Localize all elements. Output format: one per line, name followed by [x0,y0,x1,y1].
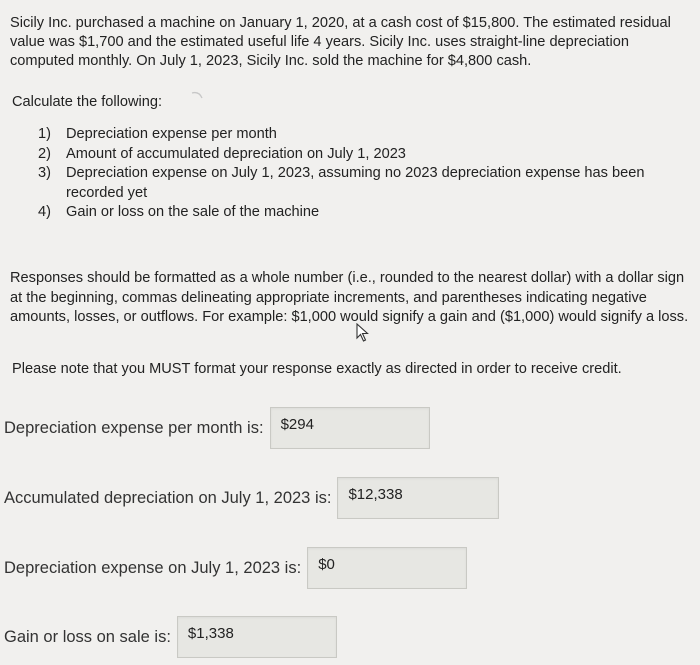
answer-row-monthly-depreciation [4,407,430,449]
item-text: Amount of accumulated depreciation on July 1, 2023 [66,145,406,162]
depreciation-july-input[interactable] [307,547,467,589]
list-item [38,203,678,223]
monthly-depreciation-label: Depreciation expense per month is: [4,418,264,437]
answer-row-gain-loss [4,616,337,658]
problem-statement [10,14,694,71]
item-number: 2) [38,145,51,162]
credit-note: Please note that you MUST format your response exactly as directed in order to receive credit. [12,361,622,377]
depreciation-july-value: $0 [318,556,335,573]
accumulated-depreciation-label: Accumulated depreciation on July 1, 2023 is: [4,488,332,507]
item-number: 3) [38,165,51,181]
problem-paragraph: Sicily Inc. purchased a machine on January 1, 2020, at a cash cost of $15,800. The estimated residual value was $1,700 and the estimated useful life 4 years. Sicily Inc. uses straight-line depreciation computed monthly. On July 1, 2023, Sicily Inc. sold the machine for $4,800 cash. [10,15,671,69]
monthly-depreciation-value: $294 [280,416,314,433]
answer-row-accumulated-depreciation [4,477,499,519]
mouse-pointer-icon [355,323,371,343]
monthly-depreciation-input[interactable] [270,407,430,449]
gain-loss-value: $1,338 [187,625,234,642]
task-list [38,125,678,223]
gain-loss-label: Gain or loss on sale is: [4,627,171,646]
list-item [38,125,678,145]
list-item [38,164,678,203]
item-number: 1) [38,126,51,142]
calculate-label: Calculate the following: [12,94,163,110]
format-instructions: Responses should be formatted as a whole number (i.e., rounded to the nearest dollar) with a dollar sign at the beginning, commas delineating appropriate increments, and parentheses indicating negative amounts, losses, or outflows. For example: $1,000 would signify a gain and ($1,000) would signify a loss. [10,270,689,325]
item-number: 4) [38,204,51,220]
answer-row-depreciation-july [4,547,467,589]
accumulated-depreciation-value: $12,338 [348,486,403,503]
item-text: Depreciation expense on July 1, 2023, assuming no 2023 depreciation expense has been recorded yet [66,165,645,201]
item-text: Gain or loss on the sale of the machine [66,204,320,220]
gain-loss-input[interactable] [177,616,337,658]
depreciation-july-label: Depreciation expense on July 1, 2023 is: [4,558,302,577]
curved-arrow-icon [190,90,204,104]
accumulated-depreciation-input[interactable] [337,477,499,519]
list-item [38,145,678,165]
item-text: Depreciation expense per month [66,126,277,142]
